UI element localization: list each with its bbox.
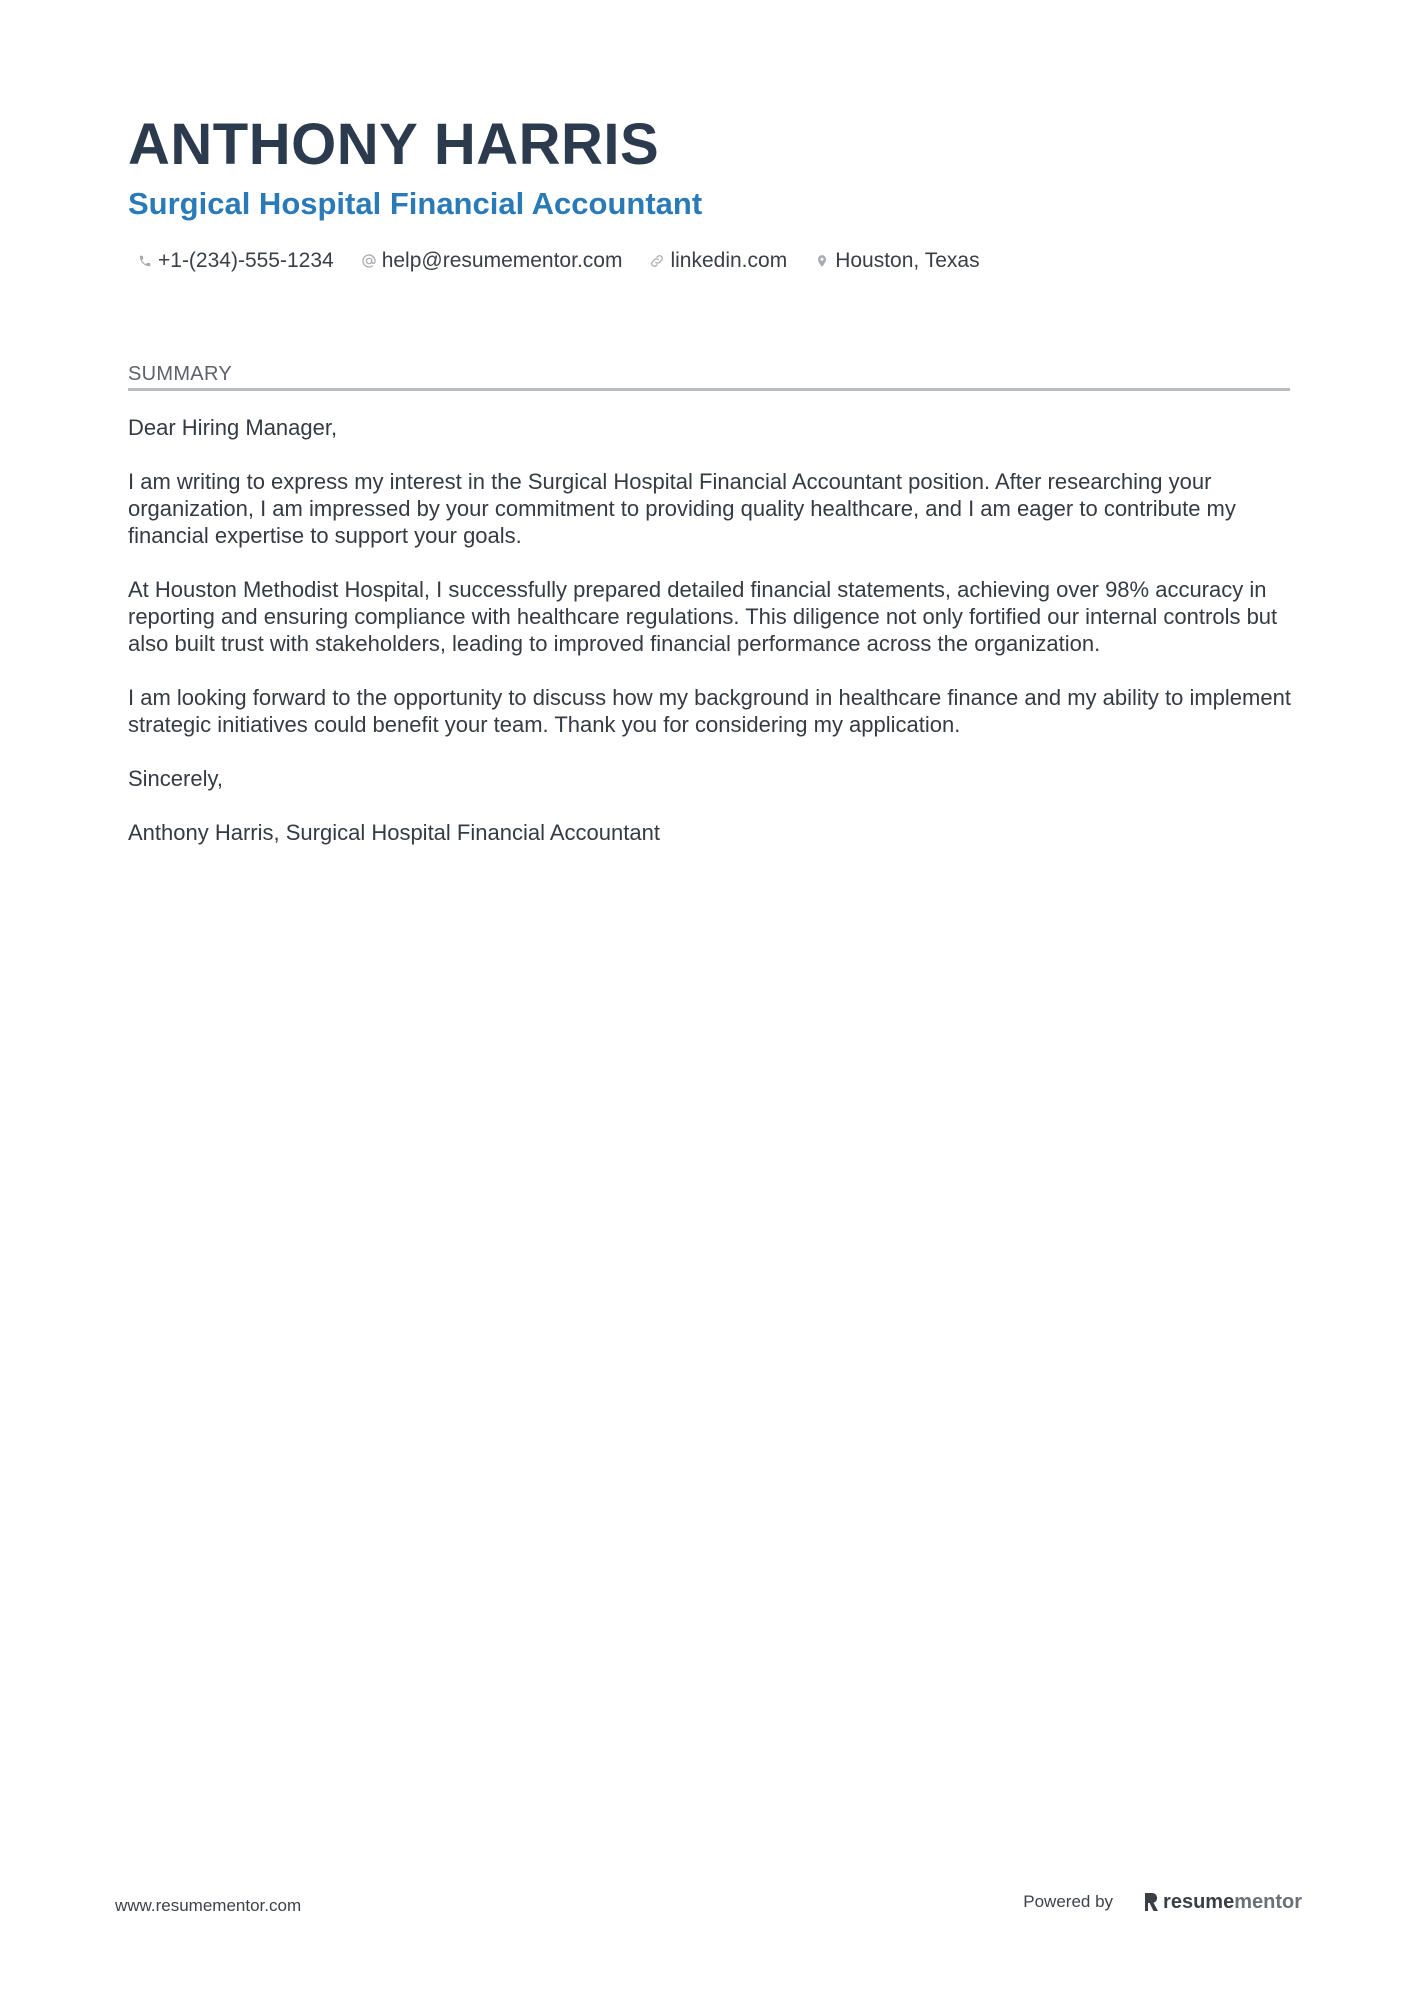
footer-branding — [1023, 1890, 1302, 1914]
footer-website[interactable]: www.resumementor.com — [115, 1896, 302, 1915]
link-icon — [648, 251, 666, 271]
cover-letter-body — [128, 414, 1298, 873]
brand-logo[interactable] — [1143, 1890, 1302, 1914]
phone-icon — [136, 251, 154, 271]
contact-linkedin-text[interactable]: linkedin.com — [670, 249, 788, 272]
candidate-name: ANTHONY HARRIS — [128, 112, 660, 177]
contact-phone — [136, 246, 334, 276]
contact-email — [360, 246, 623, 276]
contact-location-text: Houston, Texas — [835, 249, 980, 272]
location-pin-icon — [813, 251, 831, 271]
contact-phone-text: +1-(234)-555-1234 — [158, 249, 334, 272]
brand-name-light: mentor — [1234, 1891, 1302, 1913]
summary-heading: SUMMARY — [128, 360, 1290, 391]
paragraph-experience: At Houston Methodist Hospital, I successfully prepared detailed financial statements, achieving over 98% accuracy in reporting and ensuring compliance with healthcare regulations. This diligence not only fortified our internal controls but also built trust with stakeholders, leading to improved financial performance across the organization. — [128, 577, 1278, 656]
job-title: Surgical Hospital Financial Accountant — [128, 186, 703, 221]
paragraph-intro: I am writing to express my interest in the Surgical Hospital Financial Accountant position. After researching your organization, I am impressed by your commitment to providing quality healthcare, and I am eager to contribute my financial expertise to support your goals. — [128, 469, 1236, 548]
closing: Sincerely, — [128, 766, 223, 791]
contact-location — [813, 246, 979, 276]
salutation: Dear Hiring Manager, — [128, 415, 338, 440]
resumementor-logo-icon — [1143, 1892, 1159, 1912]
contact-linkedin — [648, 246, 787, 276]
contact-email-text[interactable]: help@resumementor.com — [381, 249, 623, 272]
paragraph-closing: I am looking forward to the opportunity to discuss how my background in healthcare finance and my ability to implement strategic initiatives could benefit your team. Thank you for considering my application. — [128, 685, 1291, 737]
at-icon — [360, 251, 378, 271]
signature: Anthony Harris, Surgical Hospital Financial Accountant — [128, 820, 660, 845]
contact-bar — [136, 246, 1006, 276]
powered-by-label: Powered by — [1023, 1892, 1114, 1911]
brand-name-strong: resume — [1163, 1891, 1235, 1913]
